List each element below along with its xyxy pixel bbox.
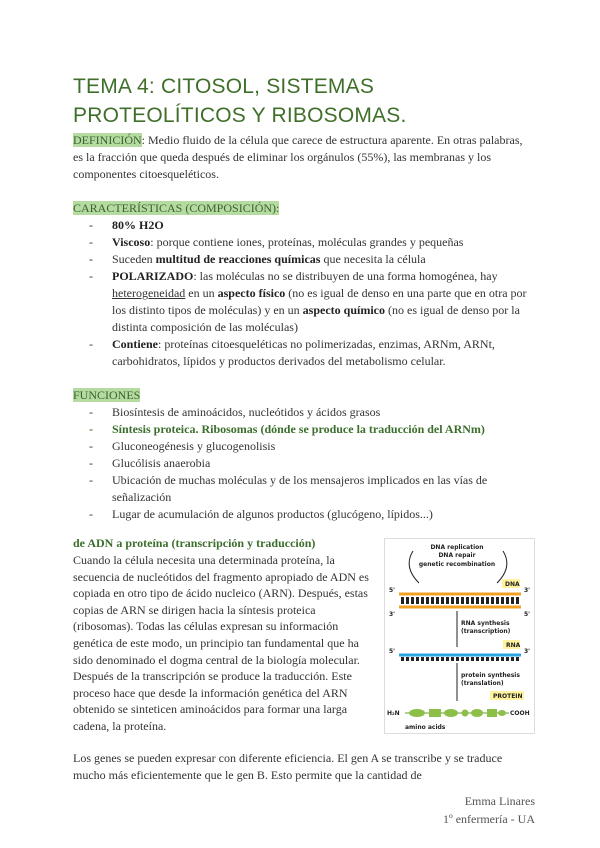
svg-text:(translation): (translation) xyxy=(461,680,504,687)
definition-label: DEFINICIÓN xyxy=(73,133,142,147)
characteristics-label: CARACTERÍSTICAS (COMPOSICIÓN): xyxy=(73,201,280,215)
list-item: - Lugar de acumulación de algunos productos (glucógeno, lípidos...) xyxy=(73,506,535,523)
characteristics-section xyxy=(73,200,535,370)
svg-text:H₂N: H₂N xyxy=(387,710,400,717)
genes-paragraph: Los genes se pueden expresar con diferente eficiencia. El gen A se transcribe y se traduce mucho más eficientemente que le gen B. Esto permite que la cantidad de xyxy=(73,751,503,782)
list-item: - Viscoso: porque contiene iones, proteínas, moléculas grandes y pequeñas xyxy=(73,234,535,251)
dna-section xyxy=(73,535,535,740)
svg-text:5': 5' xyxy=(389,648,396,655)
svg-text:5': 5' xyxy=(389,587,396,594)
svg-text:3': 3' xyxy=(524,587,531,594)
list-item: - Ubicación de muchas moléculas y de los mensajeros implicados en las vías de señalización xyxy=(73,472,535,506)
svg-text:amino acids: amino acids xyxy=(405,724,446,731)
svg-text:RNA synthesis: RNA synthesis xyxy=(461,620,510,627)
svg-text:(transcription): (transcription) xyxy=(461,628,511,635)
list-item: - 80% H2O xyxy=(73,217,535,234)
list-item: - Gluconeogénesis y glucogenolisis xyxy=(73,438,535,455)
list-item: - Contiene: proteínas citoesqueléticas no polimerizadas, enzimas, ARNm, ARNt, carbohidratos, lípidos y productos derivados del metabolismo celular. xyxy=(73,336,535,370)
list-item: - Síntesis proteica. Ribosomas (dónde se produce la traducción del ARNm) xyxy=(73,421,535,438)
fig-label: genetic recombination xyxy=(418,561,496,568)
svg-text:COOH: COOH xyxy=(510,710,530,717)
central-dogma-figure xyxy=(384,538,535,734)
fig-label: DNA replication xyxy=(430,544,484,551)
rna-label: RNA xyxy=(506,642,521,649)
svg-text:3': 3' xyxy=(389,611,396,618)
svg-text:5': 5' xyxy=(524,611,531,618)
footer-course: 1º enfermería - UA xyxy=(442,812,535,826)
footer-author: Emma Linares xyxy=(464,794,535,808)
svg-text:3': 3' xyxy=(524,648,531,655)
dna-label: DNA xyxy=(505,581,520,588)
functions-section xyxy=(73,387,535,523)
amino-acid-chain xyxy=(409,709,506,717)
fig-label: DNA repair xyxy=(438,552,476,559)
list-item: - Glucólisis anaerobia xyxy=(73,455,535,472)
list-item: - POLARIZADO: las moléculas no se distribuyen de una forma homogénea, hay heterogeneidad en un aspecto físico (no es igual de denso en una parte que en otra por los distinto tipos de moléculas) y en un aspecto químico (no es igual de denso por la distinta composición de las moléculas) xyxy=(73,268,535,336)
section-heading: de ADN a proteína (transcripción y traducción) xyxy=(73,536,316,550)
list-item: - Biosíntesis de aminoácidos, nucleótidos y ácidos grasos xyxy=(73,404,535,421)
page-title: TEMA 4: CITOSOL, SISTEMAS PROTEOLÍTICOS Y RIBOSOMAS. xyxy=(73,75,407,127)
definition-paragraph: DEFINICIÓN: Medio fluido de la célula que carece de estructura aparente. En otras palabras, es la fracción que queda después de eliminar los orgánulos (55%), las membranas y los componentes citoesqueléticos. xyxy=(73,133,523,181)
functions-label: FUNCIONES xyxy=(73,388,141,402)
dna-paragraph: Cuando la célula necesita una determinada proteína, la secuencia de nucleótidos del fragmento apropiado de ADN es copiada en otro tipo de ácido nucleico (ARN). Después, estas copias de ARN se dirigen hacia la síntesis proteica (ribosomas). Todas las células expresan su información genética de este modo, un principio tan fundamental que ha sido denominado el dogma central de la biología molecular. Después de la transcripción se produce la traducción. Este proceso hace que desde la información genética del ARN obtenido se sinteticen aminoácidos para formar una larga cadena, la proteína. xyxy=(73,553,369,733)
list-item: - Suceden multitud de reacciones químicas que necesita la célula xyxy=(73,251,535,268)
protein-label: PROTEIN xyxy=(493,693,523,700)
svg-text:protein synthesis: protein synthesis xyxy=(461,672,520,679)
